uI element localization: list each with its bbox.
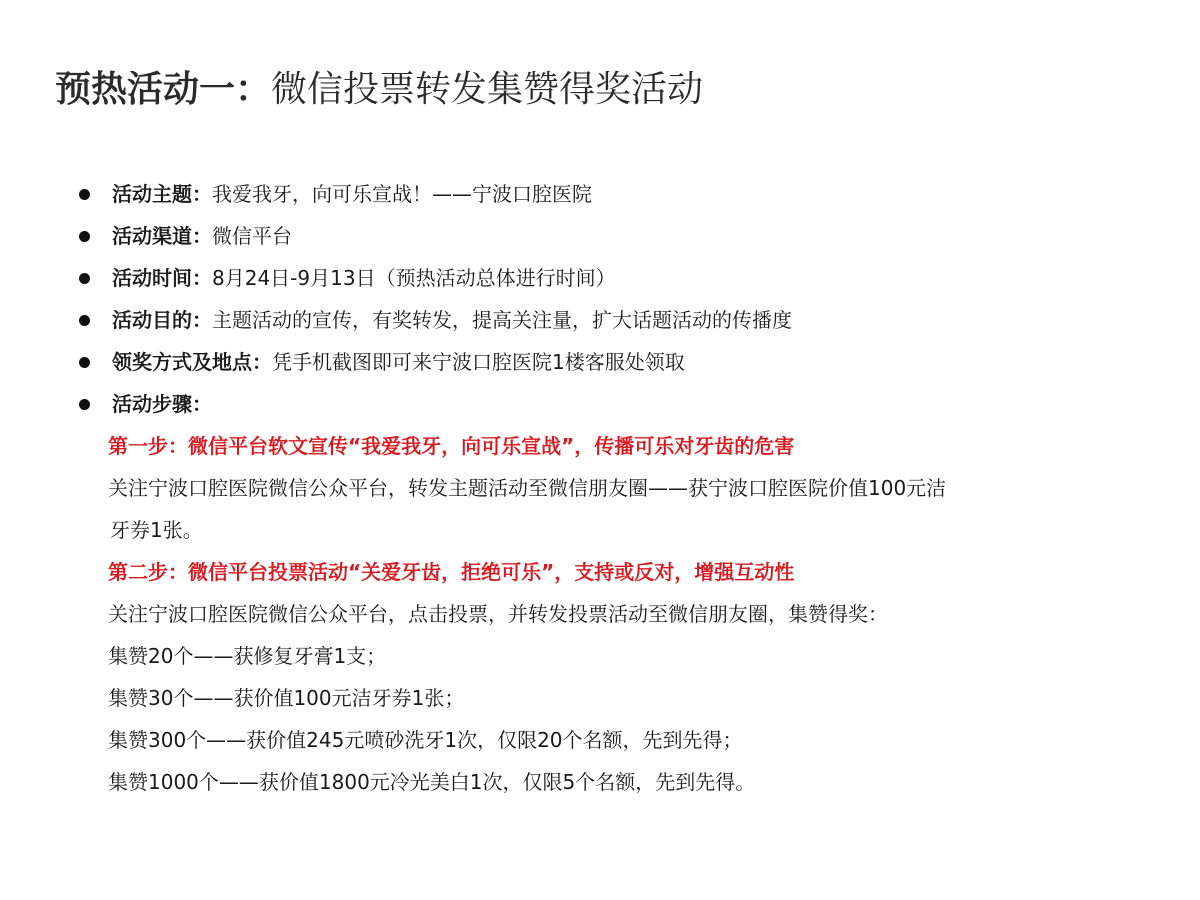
- reward-item: 集赞20个——获修复牙膏1支；: [108, 644, 387, 668]
- bullet-dot-icon: [79, 399, 90, 410]
- bullet-label: 活动步骤：: [112, 392, 212, 416]
- bullet-label: 活动渠道：: [112, 224, 212, 248]
- activity-steps: [108, 425, 1108, 803]
- bullet-dot-icon: [79, 273, 90, 284]
- bullet-dot-icon: [79, 357, 90, 368]
- bullet-dot-icon: [79, 189, 90, 200]
- step1-body: 关注宁波口腔医院微信公众平台，转发主题活动至微信朋友圈——获宁波口腔医院价值100元洁: [108, 476, 947, 500]
- info-bullet-list: [75, 173, 1135, 425]
- reward-item: 集赞30个——获价值100元洁牙券1张；: [108, 686, 465, 710]
- bullet-purpose: [75, 299, 1135, 341]
- bullet-steps: [75, 383, 1135, 425]
- bullet-value: 微信平台: [212, 224, 292, 248]
- step2-body: 关注宁波口腔医院微信公众平台，点击投票，并转发投票活动至微信朋友圈，集赞得奖：: [108, 602, 888, 626]
- bullet-dot-icon: [79, 231, 90, 242]
- bullet-channel: [75, 215, 1135, 257]
- reward-item: 集赞1000个——获价值1800元冷光美白1次，仅限5个名额，先到先得。: [108, 770, 756, 794]
- bullet-value: 凭手机截图即可来宁波口腔医院1楼客服处领取: [272, 350, 685, 374]
- bullet-time: [75, 257, 1135, 299]
- bullet-dot-icon: [79, 315, 90, 326]
- bullet-label: 领奖方式及地点：: [112, 350, 272, 374]
- bullet-label: 活动主题：: [112, 182, 212, 206]
- step2-heading: 第二步：微信平台投票活动“关爱牙齿，拒绝可乐”，支持或反对，增强互动性: [108, 560, 795, 584]
- bullet-label: 活动时间：: [112, 266, 212, 290]
- title-prefix: 预热活动一：: [55, 69, 272, 110]
- bullet-theme: [75, 173, 1135, 215]
- bullet-prize-claim: [75, 341, 1135, 383]
- bullet-label: 活动目的：: [112, 308, 212, 332]
- bullet-value: 主题活动的宣传，有奖转发，提高关注量，扩大话题活动的传播度: [212, 308, 792, 332]
- bullet-value: 我爱我牙，向可乐宣战！——宁波口腔医院: [212, 182, 592, 206]
- step1-heading: 第一步：微信平台软文宣传“我爱我牙，向可乐宣战”，传播可乐对牙齿的危害: [108, 434, 795, 458]
- step1-body-continued: 牙券1张。: [110, 518, 203, 542]
- reward-item: 集赞300个——获价值245元喷砂洗牙1次，仅限20个名额，先到先得；: [108, 728, 743, 752]
- bullet-value: 8月24日-9月13日（预热活动总体进行时间）: [212, 266, 616, 290]
- title-text: 微信投票转发集赞得奖活动: [271, 69, 704, 110]
- page-title: [55, 62, 703, 118]
